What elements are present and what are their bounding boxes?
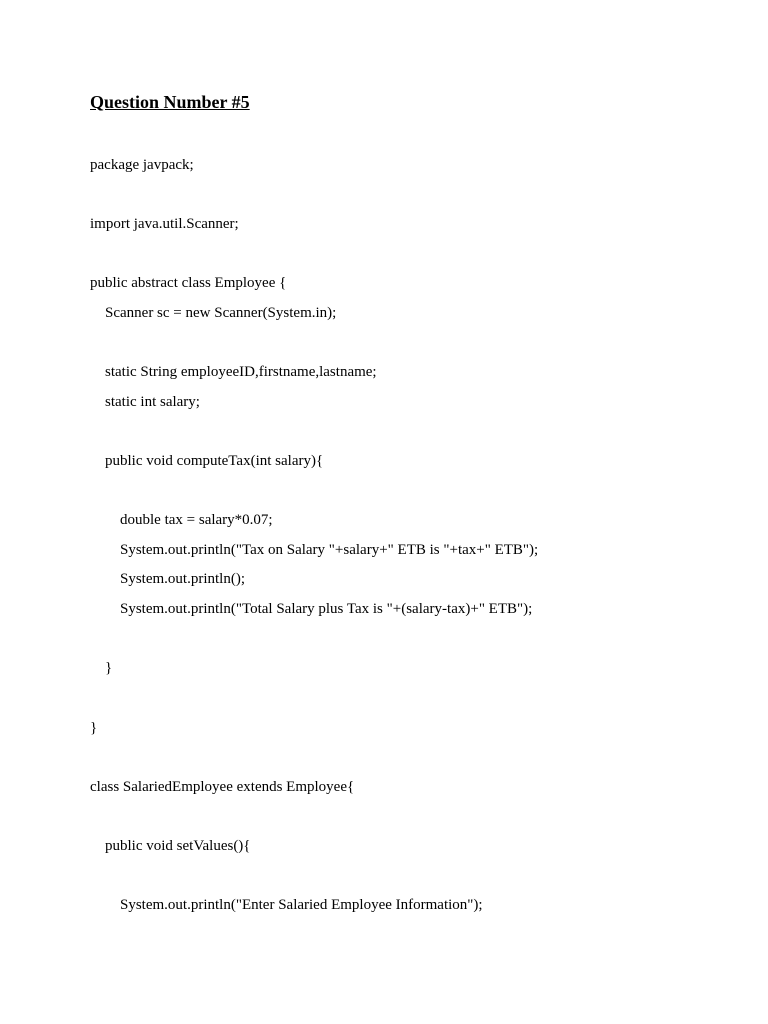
code-line-setvalues-declaration: public void setValues(){	[105, 838, 251, 854]
code-line-print-tax: System.out.println("Tax on Salary "+salary+" ETB is "+tax+" ETB");	[120, 542, 539, 558]
code-line-import: import java.util.Scanner;	[90, 216, 239, 232]
code-line-print-enter: System.out.println("Enter Salaried Employee Information");	[120, 897, 483, 913]
code-line-static-int: static int salary;	[105, 394, 200, 410]
code-line-print-total: System.out.println("Total Salary plus Tax is "+(salary-tax)+" ETB");	[120, 601, 533, 617]
code-line-tax-calculation: double tax = salary*0.07;	[120, 512, 273, 528]
code-line-package: package javpack;	[90, 157, 194, 173]
code-line-class-declaration: public abstract class Employee {	[90, 275, 287, 291]
question-heading: Question Number #5	[90, 92, 250, 112]
code-line-method-close: }	[105, 660, 113, 676]
code-line-scanner-field: Scanner sc = new Scanner(System.in);	[105, 305, 337, 321]
code-line-method-declaration: public void computeTax(int salary){	[105, 453, 324, 469]
code-line-print-blank: System.out.println();	[120, 571, 245, 587]
code-line-static-strings: static String employeeID,firstname,lastname;	[105, 364, 377, 380]
code-line-subclass-declaration: class SalariedEmployee extends Employee{	[90, 779, 355, 795]
code-line-class-close: }	[90, 720, 98, 736]
